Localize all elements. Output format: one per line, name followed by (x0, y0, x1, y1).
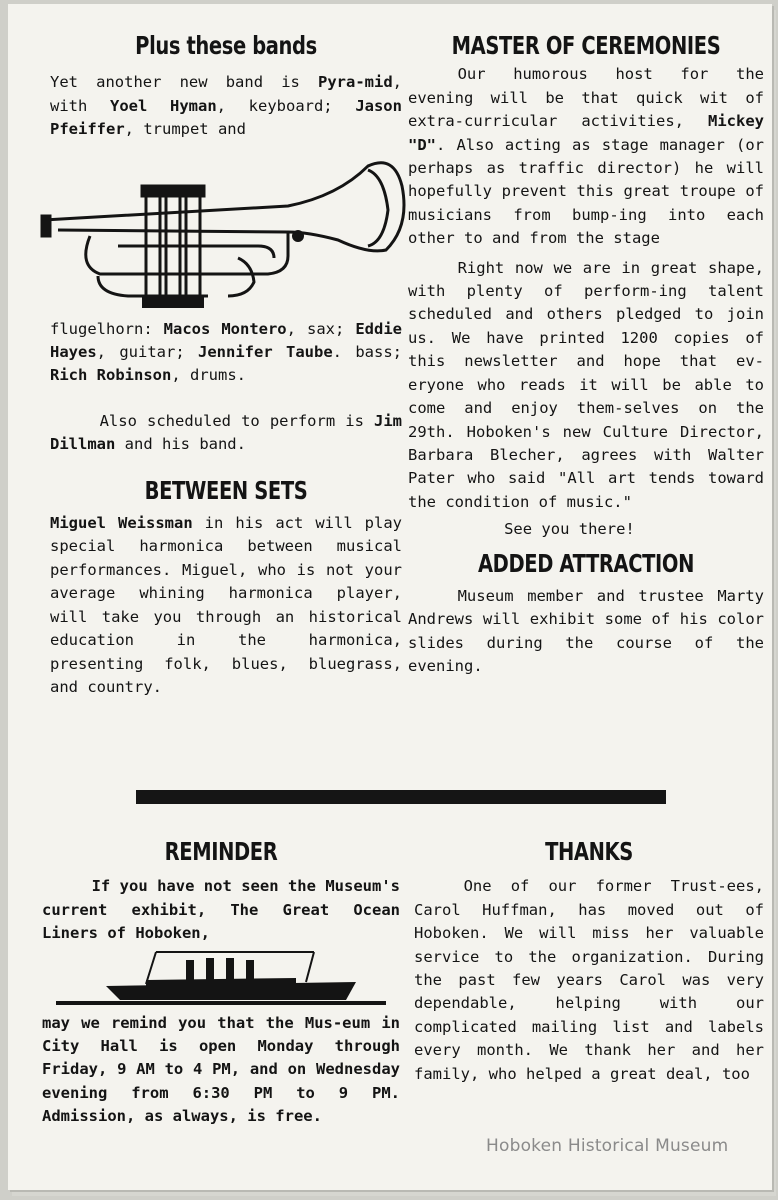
thanks-section (414, 837, 764, 1086)
bands-section (50, 31, 402, 699)
added-text: Museum member and trustee Marty Andrews will exhibit some of his color slides during the course of the evening. (408, 586, 764, 676)
reminder-p2: may we remind you that the Mus-eum in City Hall is open Monday through Friday, 9 AM to 4 PM, and on Wednesday evening from 6:30 PM to 9 PM. Admission, as always, is free. (42, 1013, 400, 1126)
thanks-heading: THANKS (545, 837, 633, 866)
bands-intro (50, 71, 402, 141)
master-heading: MASTER OF CEREMONIES (451, 31, 721, 60)
musician-yoel-hyman: Yoel Hyman (110, 96, 217, 115)
master-section (408, 31, 764, 679)
musician-macos-montero: Macos Montero (163, 319, 287, 338)
newsletter-page (8, 4, 772, 1190)
intro-text-4: , trumpet and (124, 120, 246, 139)
thanks-text: One of our former Trust-ees, Carol Huffman, has moved out of Hoboken. We will miss her valuable service to the organization. During the past few years Carol was very dependable, helping with our complicated mailing list and labels every month. We thank her and her family, who helped a great deal, too (414, 877, 764, 1083)
also-text-2: and his band. (115, 435, 246, 454)
master-p1 (408, 63, 764, 250)
ocean-liner-icon (56, 946, 386, 1006)
cont-text-5: , drums. (171, 366, 246, 385)
musician-rich-robinson: Rich Robinson (50, 366, 172, 385)
cont-text-1: flugelhorn: (50, 319, 164, 338)
musician-jennifer-taube: Jennifer Taube (198, 343, 333, 362)
added-heading: ADDED ATTRACTION (477, 548, 695, 578)
performer-miguel-weissman: Miguel Weissman (50, 514, 193, 533)
reminder-section (42, 837, 400, 1129)
between-sets-heading: BETWEEN SETS (144, 475, 308, 505)
cont-text-2: , sax; (286, 319, 356, 338)
bands-heading: Plus these bands (135, 31, 317, 60)
also-scheduled (50, 410, 402, 457)
bands-continued (50, 318, 402, 388)
master-p3: See you there! (504, 520, 635, 539)
intro-text-1: Yet another new band is (50, 73, 318, 92)
musician-jim-dillman: Jim Dillman (50, 411, 402, 454)
also-text-1: Also scheduled to perform is (99, 411, 374, 430)
cont-text-3: , guitar; (96, 343, 198, 362)
between-sets-text (50, 512, 402, 699)
musician-eddie-hayes: Eddie Hayes (50, 319, 402, 362)
master-p2: Right now we are in great shape, with plenty of perform-ing talent scheduled and others pledged to join us. We have printed 1200 copies of this newsletter and hope that ev-eryone who reads it will be able to come and enjoy them-selves on the 29th. Hoboken's new Culture Director, Barbara Blecher, agrees with Walter Pater who said "All art tends toward the condition of music." (408, 258, 764, 511)
reminder-heading: REMINDER (164, 837, 278, 866)
cont-text-4: . bass; (332, 343, 402, 362)
between-sets-body: in his act will play special harmonica between musical performances. Miguel, who is not your average whining harmonica player, will take you through an historical education in the harmonica, presenting folk, blues, bluegrass, and country. (50, 514, 402, 696)
reminder-p1: If you have not seen the Museum's current exhibit, The Great Ocean Liners of Hoboken, (42, 877, 400, 943)
musician-jason-pfeiffer: Jason Pfeiffer (50, 96, 402, 139)
museum-watermark: Hoboken Historical Museum (486, 1136, 729, 1156)
intro-text-2: , with (50, 73, 402, 115)
host-mickey-d: Mickey "D" (408, 112, 764, 154)
intro-text-3: , keyboard; (216, 96, 356, 115)
master-text-2: . Also acting as stage manager (or perhaps as traffic director) he will hopefully prevent this great troupe of musicians from bump-ing into each other to and from the stage (408, 135, 764, 248)
master-text-1: Our humorous host for the evening will be that quick wit of extra-curricular activities, (408, 65, 764, 131)
band-name-pyramid: Pyra-mid (318, 73, 393, 92)
trumpet-icon (38, 146, 418, 316)
section-divider (136, 790, 666, 804)
